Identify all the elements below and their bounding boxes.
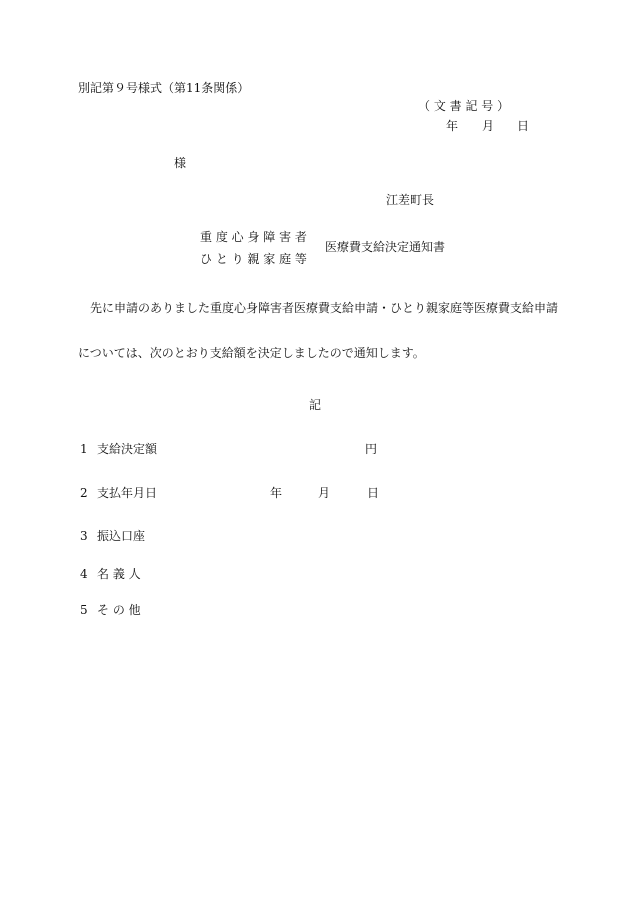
item-number: 4	[80, 567, 88, 581]
item-label: 名 義 人	[97, 567, 141, 581]
title-line-2: ひ と り 親 家 庭 等	[200, 252, 307, 266]
payment-date-day: 日	[367, 486, 380, 500]
item-label: 支給決定額	[97, 442, 158, 456]
title-main: 医療費支給決定通知書	[325, 240, 446, 254]
document-number: （ 文 書 記 号 ）	[418, 99, 510, 113]
item-number: 2	[80, 486, 88, 500]
issuer-name: 江差町長	[386, 193, 435, 207]
issue-date-day: 日	[517, 119, 530, 133]
form-title: 別記第９号様式（第11条関係）	[78, 81, 250, 95]
body-paragraph-line-2: については、次のとおり支給額を決定しましたので通知します。	[78, 346, 425, 360]
item-label: そ の 他	[97, 603, 141, 617]
item-label: 支払年月日	[97, 486, 158, 500]
item-number: 3	[80, 529, 88, 543]
payment-date-year: 年	[270, 486, 283, 500]
addressee-honorific: 様	[174, 156, 187, 170]
issue-date-month: 月	[482, 119, 495, 133]
title-line-1: 重 度 心 身 障 害 者	[200, 230, 307, 244]
item-number: 1	[80, 442, 88, 456]
body-paragraph-line-1: 先に申請のありました重度心身障害者医療費支給申請・ひとり親家庭等医療費支給申請	[90, 301, 559, 315]
issue-date-year: 年	[446, 119, 459, 133]
item-number: 5	[80, 603, 88, 617]
item-label: 振込口座	[97, 529, 146, 543]
payment-date-month: 月	[318, 486, 331, 500]
item-unit-yen: 円	[365, 442, 378, 456]
ki-heading: 記	[309, 398, 322, 412]
